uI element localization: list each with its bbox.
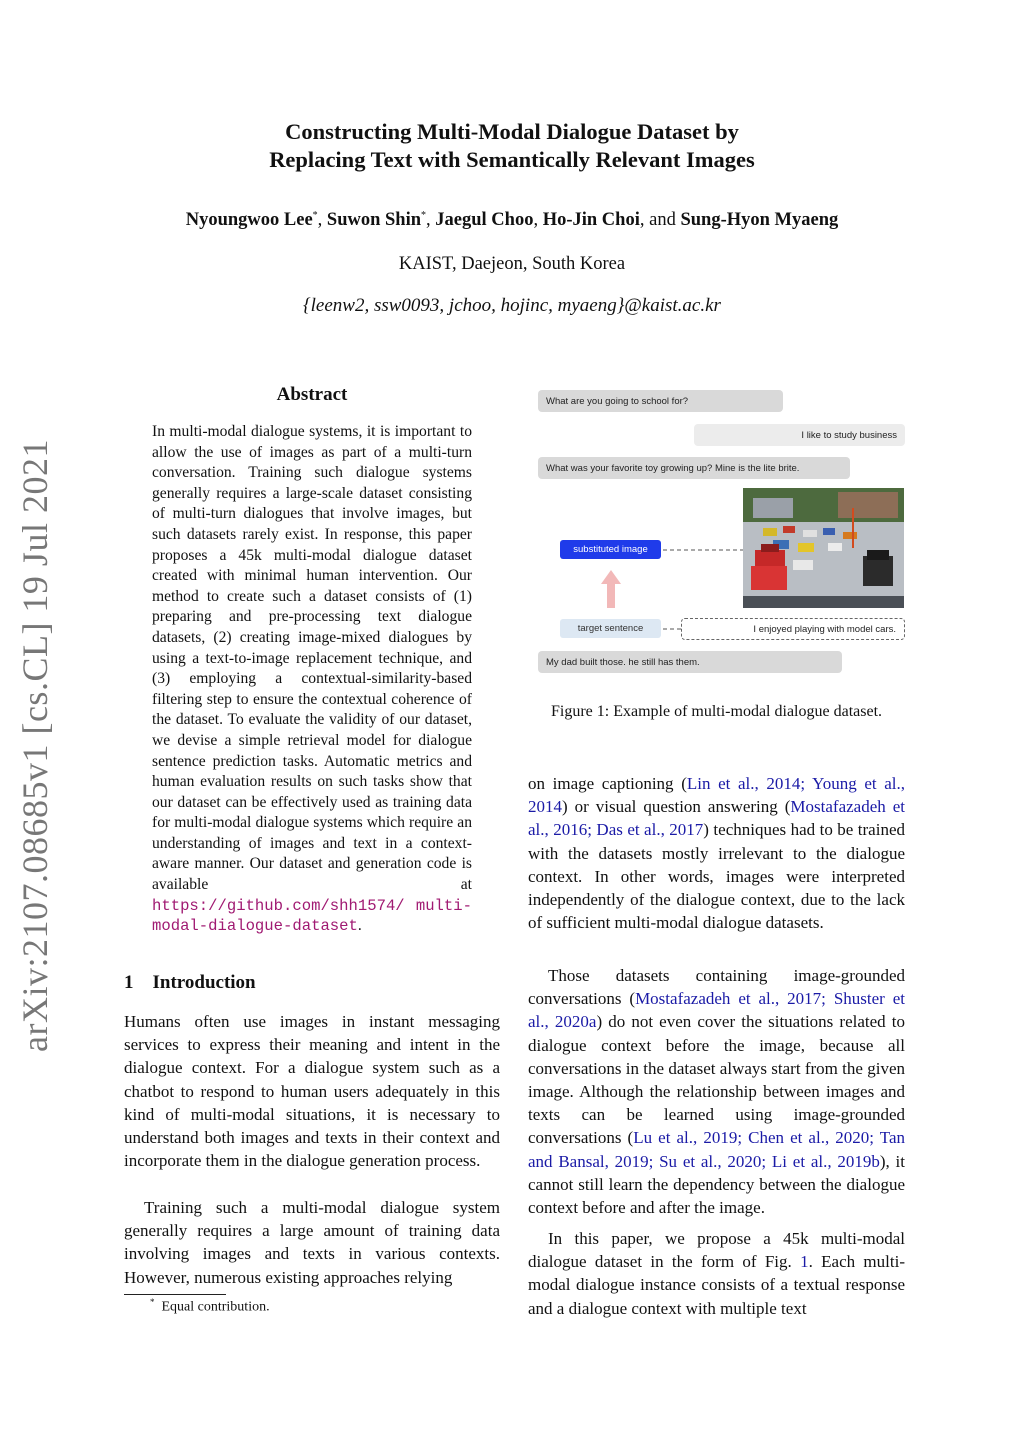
target-sentence-tag: target sentence (560, 619, 661, 638)
dataset-link[interactable] (152, 897, 472, 936)
email-line: {leenw2, ssw0093, jchoo, hojinc, myaeng}@kaist.ac.kr (303, 295, 721, 316)
figure-1-caption: Figure 1: Example of multi-modal dialogue dataset. (550, 703, 883, 720)
dataset-link-line-2: multi-modal-dialogue-dataset (152, 896, 472, 936)
citation-link[interactable]: Lin et al., 2014; Young et al., 2014 (528, 774, 905, 817)
author-5: Sung-Hyon Myaeng (680, 210, 839, 231)
footnote-rule (124, 1294, 226, 1295)
section-number: 1 (124, 972, 134, 993)
substitution-connector (661, 540, 751, 560)
text-run: ) do not even cover the situations related to dialogue context before the image, because all conversations in the dataset always start from the given image. Although the relationship between images and texts can be learned using image-grounded conversations ( (528, 1012, 905, 1148)
arxiv-identifier: arXiv:2107.08685v1 [cs.CL] 19 Jul 2021 (15, 439, 55, 1052)
right-paragraph-2 (528, 964, 905, 1219)
author-2-mark: * (421, 210, 427, 221)
abstract-text: In multi-modal dialogue systems, it is important to allow the use of images as part of a multi-turn conversation. Training such dialogue systems generally requires a large-scale dataset consisting of multi-turn dialogues that involve images, but such datasets rarely exist. In response, this paper proposes a 45k multi-modal dialogue dataset created with minimal human intervention. Our method to create such a dataset consists of (1) preparing and pre-processing text dialogue datasets, (2) creating image-mixed dialogues by using a text-to-image replacement technique, and (3) employing a contextual-similarity-based filtering step to ensure the contextual coherence of the dataset. To evaluate the validity of our dataset, we devise a simple retrieval model for dialogue sentence prediction tasks. Automatic metrics and human evaluation results on such tasks show that our dataset can be effectively used as training data for multi-modal dialogue systems which require an understanding of images and text in a context-aware manner. Our dataset and generation code is available at (152, 423, 472, 894)
abstract-end: . (357, 917, 362, 935)
chat-bubble-3: What was your favorite toy growing up? Mine is the lite brite. (538, 457, 850, 479)
text-run: . Each multi-modal dialogue instance consists of a textual response and a dialogue context with multiple text (528, 1252, 905, 1318)
citation-link[interactable]: Mostafazadeh et al., 2016; Das et al., 2017 (528, 797, 905, 840)
target-sentence-bubble: I enjoyed playing with model cars. (681, 618, 905, 640)
chat-bubble-1: What are you going to school for? (538, 390, 783, 412)
citation-link[interactable]: Lu et al., 2019; Chen et al., 2020; Tan and Bansal, 2019; Su et al., 2020; Li et al., 2019b (528, 1128, 905, 1171)
dataset-link-line-1: https://github.com/shh1574/ (152, 896, 405, 915)
abstract-heading: Abstract (276, 384, 348, 405)
intro-paragraph-2: Training such a multi-modal dialogue system generally requires a large amount of training data involving images and texts in various contexts. However, numerous existing approaches relying (124, 1198, 500, 1287)
footnote-mark: * (150, 1297, 155, 1307)
upward-arrow (599, 568, 623, 610)
title-line-1: Constructing Multi-Modal Dialogue Dataset by (285, 119, 739, 144)
text-run: In this paper, we propose a 45k multi-modal dialogue dataset in the form of Fig. (528, 1229, 905, 1272)
author-3: Jaegul Choo (435, 210, 534, 231)
and-word: and (649, 210, 676, 231)
author-1: Nyoungwoo Lee (185, 210, 313, 231)
right-paragraph-3 (528, 1227, 905, 1320)
paper-title (0, 118, 1024, 174)
abstract-body (152, 422, 472, 937)
text-run: on image captioning ( (528, 774, 687, 793)
footnote-text: Equal contribution. (161, 1299, 270, 1315)
substituted-image (743, 488, 904, 608)
text-run: ) or visual question answering ( (562, 797, 791, 817)
right-paragraph-1 (528, 772, 905, 934)
intro-paragraph-1: Humans often use images in instant messaging services to express their meaning and intent in the dialogue context. For a dialogue system such as a chatbot to respond to human users adequately in this kind of multi-modal situations, it is necessary to understand both images and texts in their context and incorporate them in the dialogue generation process. (124, 1012, 500, 1171)
author-1-mark: * (312, 210, 318, 221)
section-title: Introduction (152, 972, 256, 993)
footnote (150, 1297, 270, 1316)
text-run: ) techniques had to be trained with the datasets mostly irrelevant to the dialogue context. In other words, images were interpreted independently of the dialogue context, due to the lack of sufficient multi-modal dialogue datasets. (528, 820, 905, 933)
figure-1 (528, 385, 908, 685)
figure-reference-link[interactable]: 1 (800, 1252, 809, 1272)
chat-bubble-4: My dad built those. he still has them. (538, 651, 842, 673)
substituted-image-tag: substituted image (560, 540, 661, 559)
citation-link[interactable]: Mostafazadeh et al., 2017; Shuster et al., 2020a (528, 989, 906, 1032)
text-run: ), it cannot still learn the dependency between the dialogue context before and after the image. (528, 1151, 906, 1218)
author-list: Nyoungwoo Lee*, Suwon Shin*, Jaegul Choo, Ho-Jin Choi, and Sung-Hyon Myaeng (185, 210, 839, 231)
author-4: Ho-Jin Choi (542, 210, 640, 231)
text-run: Those datasets containing image-grounded conversations ( (528, 966, 905, 1009)
target-connector (661, 619, 683, 639)
section-heading-introduction (124, 972, 256, 994)
chat-bubble-2: I like to study business (694, 424, 905, 446)
author-2: Suwon Shin (326, 210, 422, 231)
title-line-2: Replacing Text with Semantically Relevant Images (269, 147, 755, 172)
affiliation: KAIST, Daejeon, South Korea (398, 254, 626, 274)
